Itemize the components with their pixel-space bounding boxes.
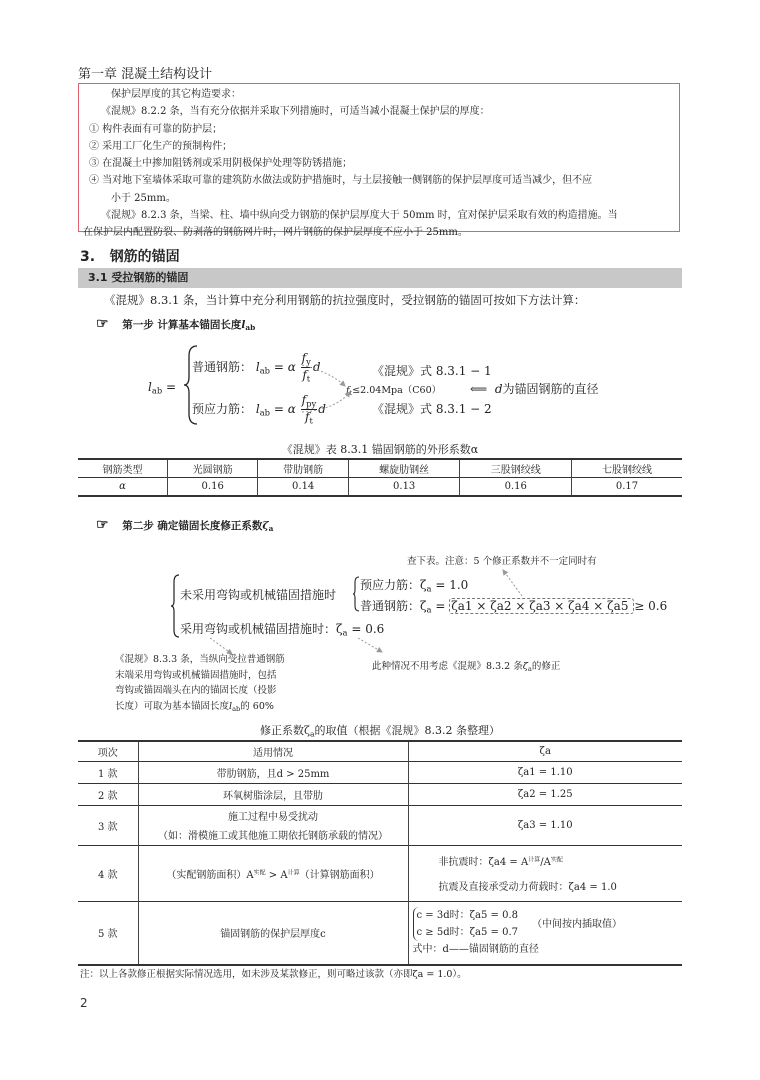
table-zeta-caption: 修正系数$\zeta_a$的取值（根据《混规》8.3.2 条整理）: [259, 724, 501, 739]
arrow-note-right: [358, 638, 382, 652]
lab-lhs: $l_{ab}$ =: [148, 380, 177, 396]
table-header: 带肋钢筋: [258, 459, 348, 478]
table-cell: 0.14: [258, 478, 348, 496]
table-row: 1 款 带肋钢筋，且d > 25mm ζa1 = 1.10: [78, 761, 682, 783]
table-cell: 0.13: [348, 478, 460, 496]
ft-limit-note: $f_t\le 2.04Mpa(C60)$: [346, 385, 442, 397]
step-2-heading: [96, 517, 273, 533]
case-1b: 普通钢筋：$\zeta_a = \zeta a1 \times \zeta a2 \times \zeta a3 \times \zeta a4 \times \zeta a5 \ge 0.6$: [360, 599, 668, 615]
case-2: 采用弯钩或机械锚固措施时：$\zeta_a = 0.6$: [180, 622, 385, 638]
step-2-symbol-sub: a: [268, 524, 274, 534]
box-item-4-cont: 小于 25mm。: [111, 192, 176, 204]
table-row: 3 款 施工过程中易受扰动 （如：滑模施工或其他施工期依托钢筋承载的情况） ζa3 = 1.10: [78, 805, 682, 845]
section-number: 3.: [80, 249, 96, 265]
table-alpha: [78, 458, 682, 497]
table-header: 钢筋类型: [102, 465, 143, 476]
brace-2: [170, 574, 180, 638]
table-header: ζa: [408, 741, 682, 761]
box-item-4: ④ 当对地下室墙体采取可靠的建筑防水做法或防护措施时，与土层接触一侧钢筋的保护层厚度可适当减少，但不应: [89, 175, 593, 187]
table-zeta: [78, 740, 682, 966]
subsection-heading: 3.1 受拉钢筋的锚固: [78, 268, 682, 288]
table-cell: 0.16: [460, 478, 572, 496]
table-header: 螺旋肋钢丝: [348, 459, 460, 478]
table-header: 光圆钢筋: [167, 459, 257, 478]
box-item-1: ① 构件表面有可靠的防护层；: [89, 123, 223, 135]
table-alpha-caption: 《混规》表 8.3.1 锚固钢筋的外形系数α: [281, 443, 479, 456]
table-row: 5 款 锚固钢筋的保护层厚度c c = 3d时：ζa5 = 0.8 c ≥ 5d时：ζa5 = 0.7 （中间按内插取值） 式中：d——锚固钢筋的直径: [78, 901, 682, 965]
case-1a: 预应力筋：$\zeta_a = 1.0$: [360, 578, 469, 594]
cover-requirements-box: [78, 83, 680, 239]
intro-paragraph: 《混规》8.3.1 条，当计算中充分利用钢筋的抗拉强度时，受拉钢筋的锚固可按如下方法计算：: [104, 293, 586, 307]
note-top: 查下表。注意：5 个修正系数并不一定同时有: [407, 556, 597, 567]
chapter-header: 第一章 混凝土结构设计: [78, 63, 212, 84]
box-item-2: ② 采用工厂化生产的预制构件；: [89, 140, 233, 152]
formula-row-2: 预应力筋： $l_{ab} = \alpha$ $\frac{f_{py}}{f_t}$ d: [192, 393, 326, 426]
box-title: 保护层厚度的其它构造要求：: [111, 89, 241, 100]
formula-ref-2: 《混规》式 8.3.1 − 2: [372, 402, 492, 416]
table-cell: 0.16: [167, 478, 257, 496]
case-1-label: 未采用弯钩或机械锚固措施时: [180, 588, 337, 602]
d-definition: ⟸ d为锚固钢筋的直径: [470, 382, 599, 396]
section-heading: [80, 246, 180, 266]
table-row: 4 款 （实配钢筋面积）$A^{实配} > A^{计算}$（计算钢筋面积） 非抗震时：$\zeta a4 = A^{计算}/A^{实配}$ 抗震及直接承受动力荷载时：ζa4 = 1.0: [78, 845, 682, 901]
step-2-symbol: ζ: [262, 520, 269, 532]
step-1-symbol: l: [241, 319, 246, 331]
table-header: 七股钢绞线: [571, 459, 682, 478]
table-header: 项次: [97, 747, 118, 759]
table-header: 三股钢绞线: [460, 459, 572, 478]
note-right: 此种情况不用考虑《混规》8.3.2 条$\zeta_a$的修正: [372, 661, 561, 673]
clause-823-b: 在保护层内配置防裂、防剥落的钢筋网片时，网片钢筋的保护层厚度不应小于 25mm。: [83, 227, 468, 239]
page-number: 2: [80, 996, 88, 1010]
table-header: 适用情况: [138, 741, 408, 761]
clause-823-a: 《混规》8.2.3 条，当梁、柱、墙中纵向受力钢筋的保护层厚度大于 50mm 时，宜对保护层采取有效的构造措施。当: [101, 210, 618, 222]
step-2-label: 第二步 确定锚固长度修正系数: [122, 520, 263, 532]
table-cell: α: [119, 480, 126, 492]
table-row: 2 款 环氧树脂涂层，且带肋 ζa2 = 1.25: [78, 783, 682, 805]
brace-3: [352, 576, 360, 612]
fraction-fpy-ft: $\frac{f_{py}}{f_t}$: [301, 393, 317, 426]
table-cell: 0.17: [571, 478, 682, 496]
section-title: 钢筋的锚固: [109, 249, 180, 265]
box-item-3: ③ 在混凝土中掺加阻锈剂或采用阴极保护处理等防锈措施；: [89, 158, 353, 170]
step-1-symbol-sub: ab: [245, 323, 256, 333]
pointing-hand-icon: ☞: [96, 517, 109, 533]
step-1-heading: [96, 316, 255, 332]
formula-row-1: 普通钢筋： $l_{ab} = \alpha$ $\frac{f_y}{f_t}$ d: [192, 351, 321, 384]
left-arrow-icon: ⟸: [470, 382, 488, 396]
note-left: 《混规》8.3.3 条，当纵向受拉普通钢筋 末端采用弯钩或机械锚固措施时，包括 弯钩或锚固端头在内的锚固长度（投影 长度）可取为基本锚固长度$l_{ab}$的 60%: [115, 654, 285, 713]
formula-ref-1: 《混规》式 8.3.1 − 1: [372, 364, 492, 378]
step-1-label: 第一步 计算基本锚固长度: [122, 319, 242, 331]
table-footnote: 注：以上各款修正根据实际情况选用，如未涉及某款修正，则可略过该款（亦即ζa = 1.0）。: [80, 969, 467, 980]
pointing-hand-icon: ☞: [96, 316, 109, 332]
zeta-product-box: ζa1 × ζa2 × ζa3 × ζa4 × ζa5: [449, 598, 634, 614]
clause-822: 《混规》8.2.2 条，当有充分依据并采取下列措施时，可适当减小混凝土保护层的厚度：: [101, 106, 490, 118]
fraction-fy-ft: $\frac{f_y}{f_t}$: [301, 351, 311, 384]
arrow-note-top: [503, 570, 522, 596]
